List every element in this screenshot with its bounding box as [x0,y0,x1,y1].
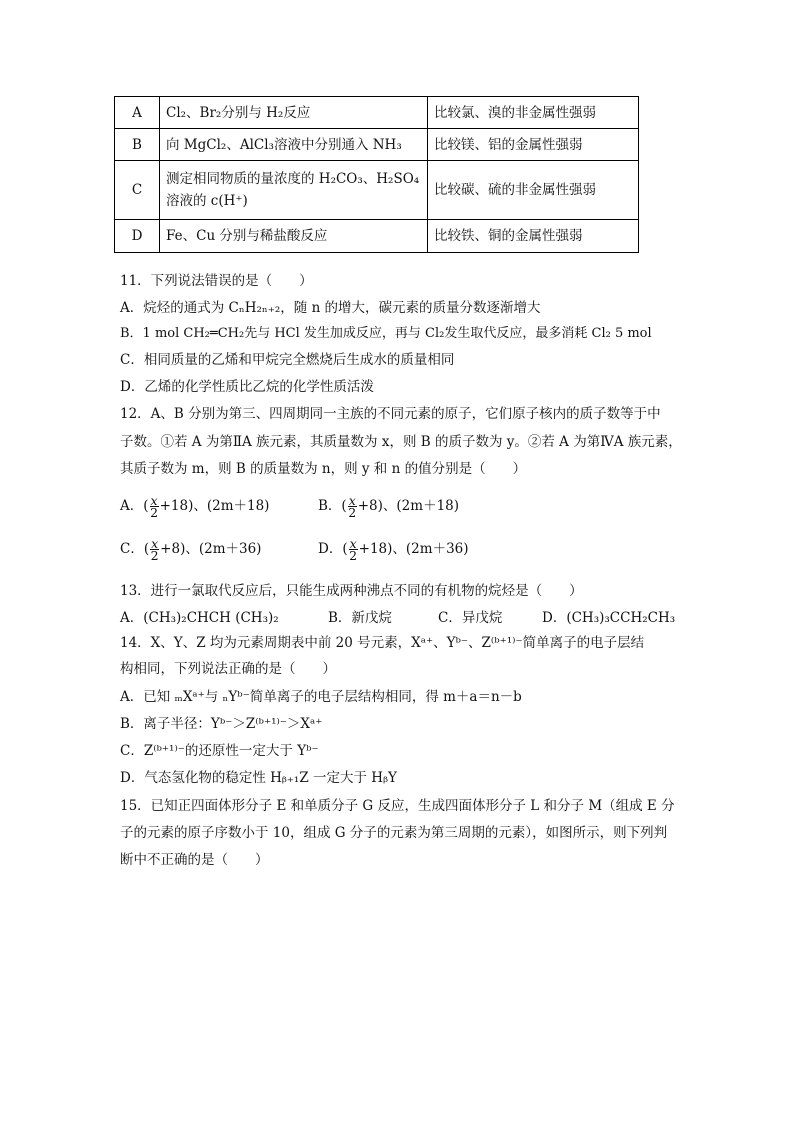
row-method: Cl₂、Br₂分别与 H₂反应 [160,97,428,129]
q12-option-a [120,494,269,518]
q15-line3: 断中不正确的是（ ） [120,852,269,868]
q15-line1: 15．已知正四面体形分子 E 和单质分子 G 反应，生成四面体形分子 L 和分子 M（组成 E 分 [120,798,675,814]
q12-option-c-suffix: +8)、(2m＋36) [160,541,262,557]
q14-option-a: A．已知 ₘXᵃ⁺与 ₙYᵇ⁻简单离子的电子层结构相同，得 m＋a＝n－b [120,689,522,705]
row-purpose: 比较氯、溴的非金属性强弱 [428,97,639,129]
fraction-denominator: 2 [349,548,358,563]
q12-line3: 其质子数为 m，则 B 的质量数为 n，则 y 和 n 的值分别是（ ） [120,461,527,477]
q14-line2: 构相同，下列说法正确的是（ ） [120,661,336,677]
q12-option-c-prefix: C．( [120,541,150,557]
q13-option-a: A．(CH₃)₂CHCH (CH₃)₂ [120,610,279,626]
row-key: A [115,97,160,129]
row-method [160,161,428,220]
row-purpose: 比较镁、铝的金属性强弱 [428,129,639,161]
fraction-numerator: x [151,536,159,551]
q11-option-a: A．烷烃的通式为 CₙH₂ₙ₊₂，随 n 的增大，碳元素的质量分数逐渐增大 [120,300,541,316]
q14-line1: 14．X、Y、Z 均为元素周期表中前 20 号元素，Xᵃ⁺、Yᵇ⁻、Z⁽ᵇ⁺¹⁾⁻简单离子的电子层结 [120,635,645,651]
fraction-denominator: 2 [348,505,357,520]
q12-option-a-prefix: A．( [120,498,149,514]
row-purpose: 比较铁、铜的金属性强弱 [428,220,639,253]
row-key: B [115,129,160,161]
q14-option-b: B．离子半径：Yᵇ⁻＞Z⁽ᵇ⁺¹⁾⁻＞Xᵃ⁺ [120,716,323,732]
q11-option-d: D．乙烯的化学性质比乙烷的化学性质活泼 [120,379,374,395]
fraction-denominator: 2 [150,505,159,520]
q11-option-b: B．1 mol CH₂═CH₂先与 HCl 发生加成反应，再与 Cl₂发生取代反应，最多消耗 Cl₂ 5 mol [120,326,652,341]
q12-line2: 子数。①若 A 为第ⅡA 族元素，其质量数为 x，则 B 的质子数为 y。②若 A 为第ⅣA 族元素， [120,434,682,450]
q12-option-b-suffix: +8)、(2m＋18) [357,498,460,514]
q11-option-c: C．相同质量的乙烯和甲烷完全燃烧后生成水的质量相同 [120,352,455,368]
q14-option-d: D．气态氢化物的稳定性 Hᵦ₊₁Z 一定大于 HᵦY [120,770,397,786]
row-key: C [115,161,160,220]
fraction-x-over-2 [349,538,358,561]
table-row [115,97,639,129]
row-method-line1: 测定相同物质的量浓度的 H₂CO₃、H₂SO₄ [166,171,420,187]
experiment-table [114,96,639,253]
q11-stem: 11．下列说法错误的是（ ） [120,273,313,289]
row-purpose: 比较碳、硫的非金属性强弱 [428,161,639,220]
row-method: 向 MgCl₂、AlCl₃溶液中分别通入 NH₃ [160,129,428,161]
q12-option-c [120,537,261,561]
q12-option-d-prefix: D．( [318,541,348,557]
fraction-x-over-2 [150,495,159,518]
table-row [115,220,639,253]
fraction-numerator: x [150,493,158,508]
q12-line1: 12．A、B 分别为第三、四周期同一主族的不同元素的原子，它们原子核内的质子数等于中 [120,406,661,422]
fraction-numerator: x [348,493,356,508]
table-row [115,161,639,220]
row-method: Fe、Cu 分别与稀盐酸反应 [160,220,428,253]
fraction-x-over-2 [150,538,159,561]
row-key: D [115,220,160,253]
q12-option-d [318,537,469,561]
row-method-line2: 溶液的 c(H⁺) [166,193,248,209]
q12-option-b [318,494,459,518]
q13-option-d: D．(CH₃)₃CCH₂CH₃ [542,610,676,626]
q12-option-a-suffix: +18)、(2m＋18) [159,498,270,514]
q13-option-c: C．异戊烷 [438,610,503,626]
q12-option-b-prefix: B．( [318,498,347,514]
q13-option-b: B．新戊烷 [328,610,392,626]
q15-line2: 子的元素的原子序数小于 10，组成 G 分子的元素为第三周期的元素），如图所示，则下列判 [120,825,668,841]
q13-stem: 13．进行一氯取代反应后，只能生成两种沸点不同的有机物的烷烃是（ ） [120,583,583,599]
fraction-numerator: x [349,536,357,551]
q14-option-c: C．Z⁽ᵇ⁺¹⁾⁻的还原性一定大于 Yᵇ⁻ [120,743,319,759]
fraction-x-over-2 [348,495,357,518]
fraction-denominator: 2 [150,548,159,563]
q12-option-d-suffix: +18)、(2m＋36) [358,541,469,557]
table-row [115,129,639,161]
